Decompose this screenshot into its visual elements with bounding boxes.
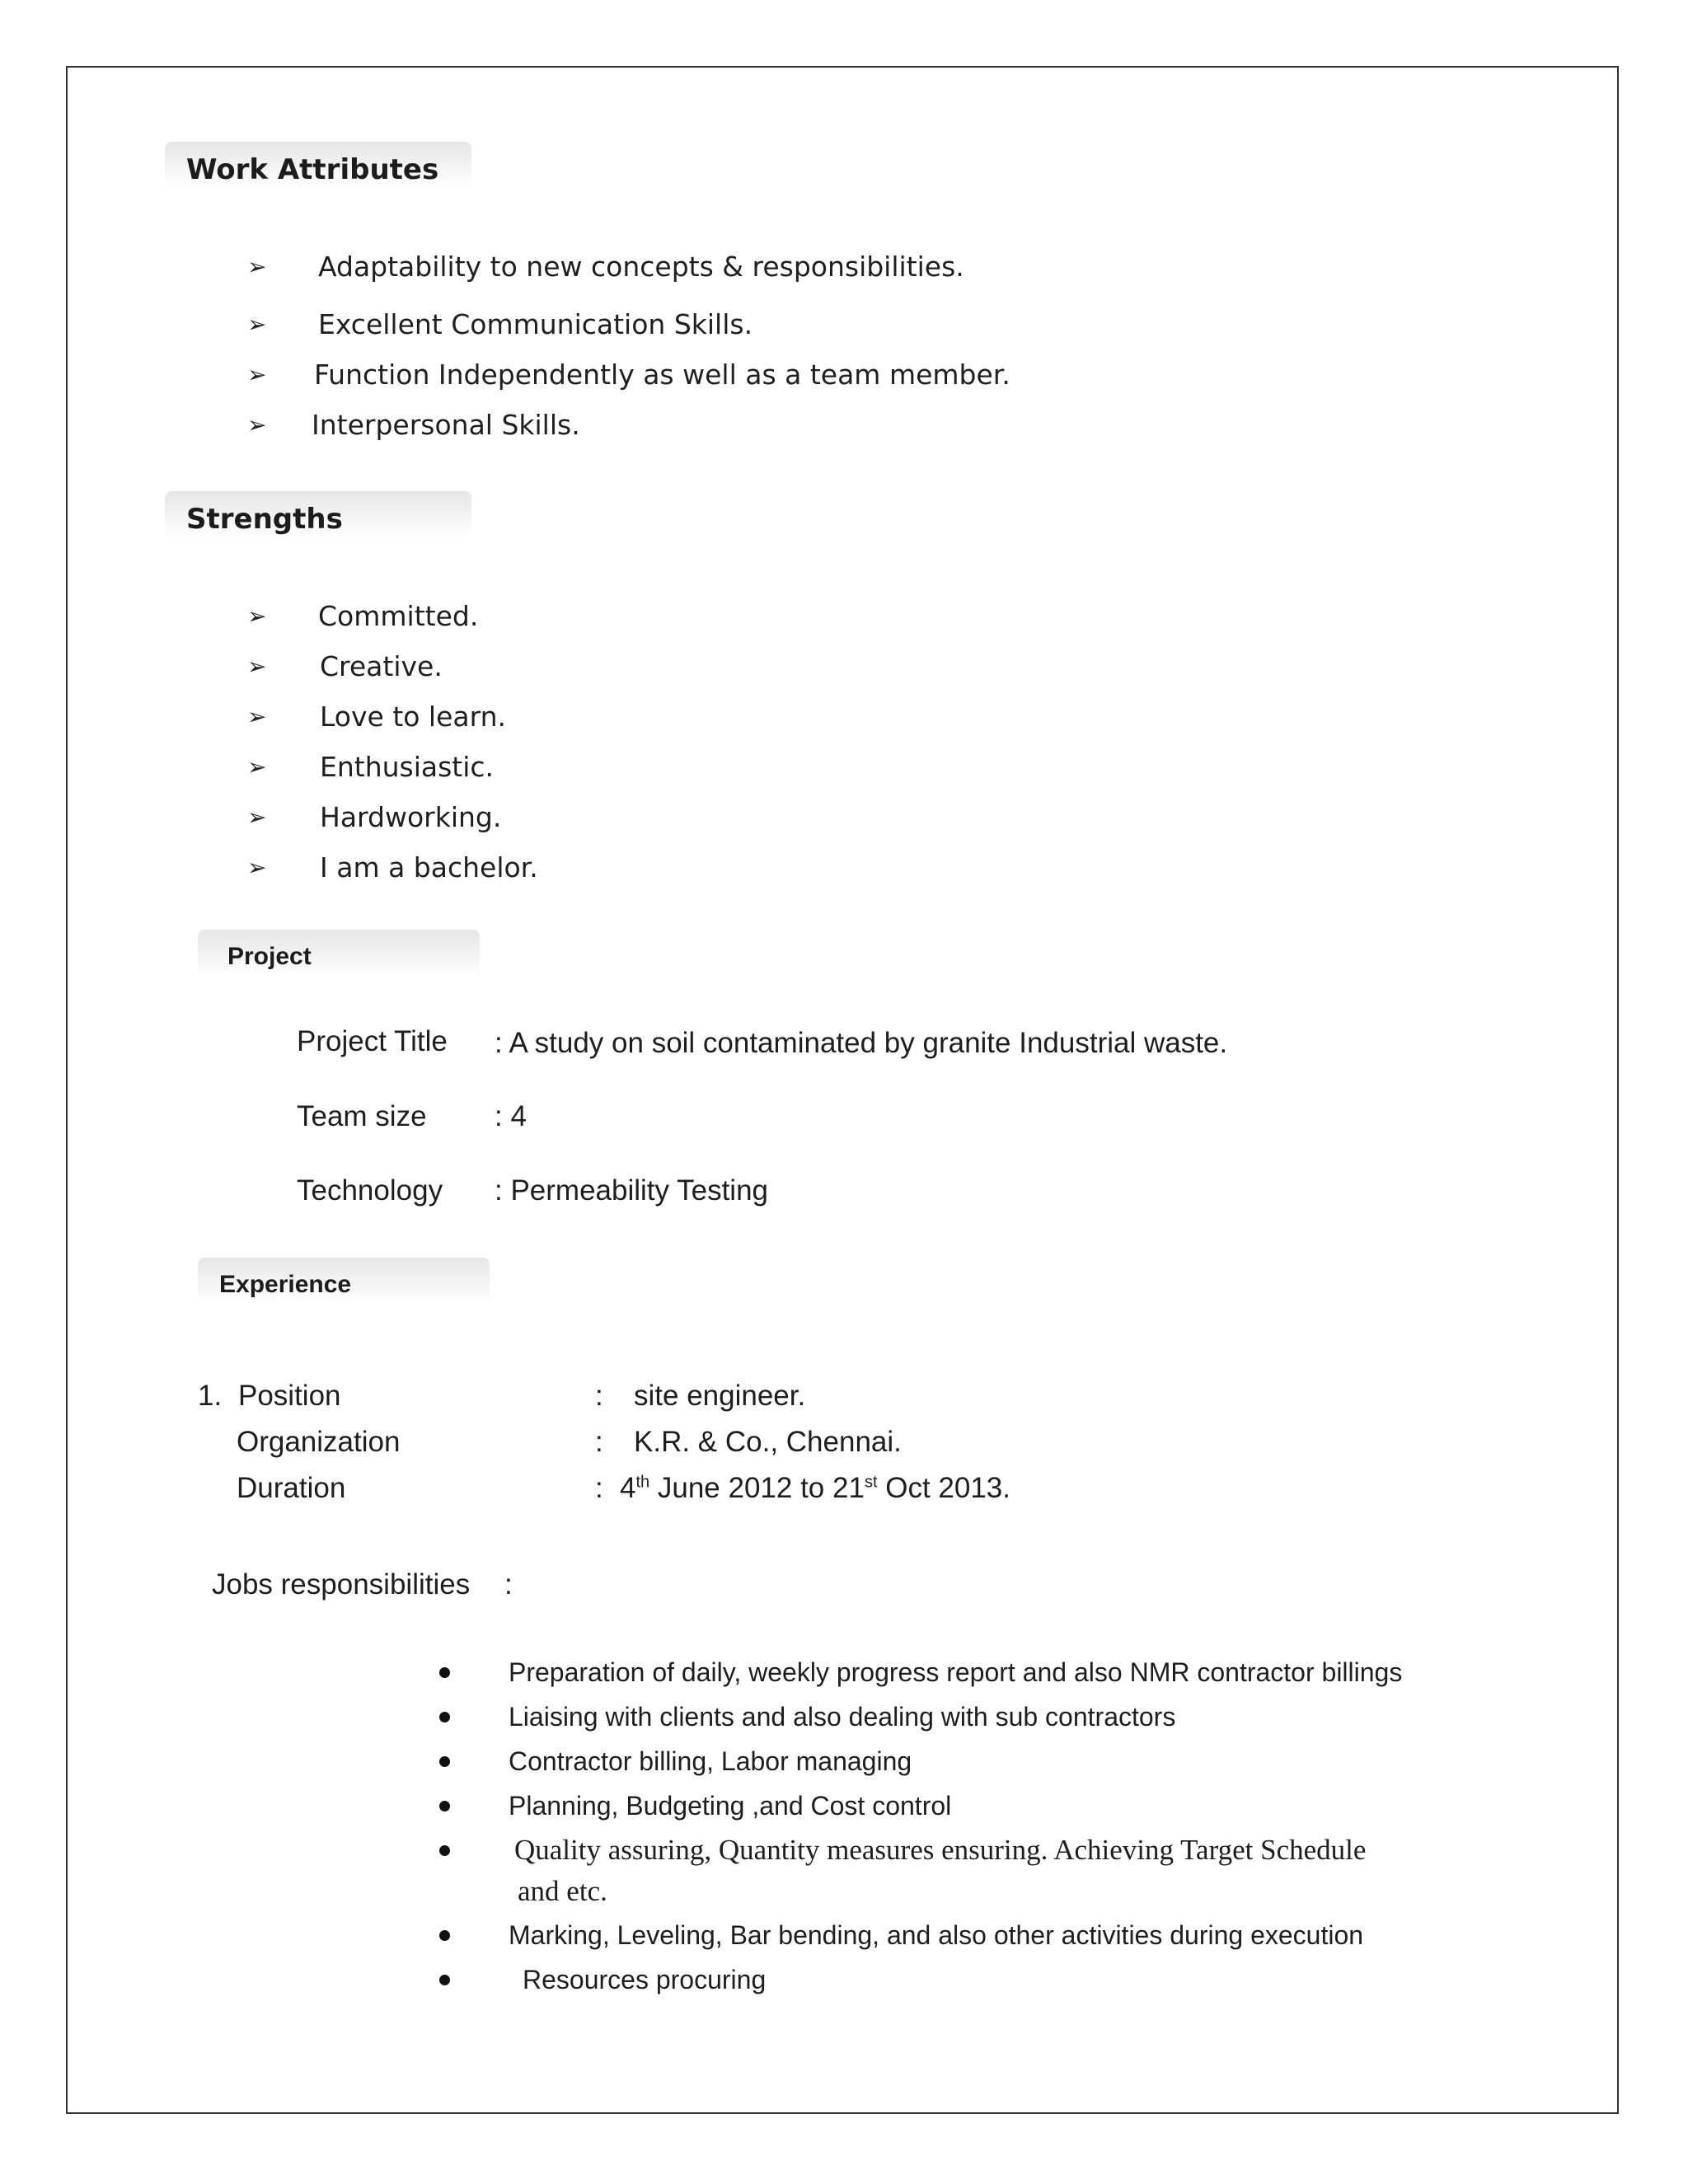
list-item: Hardworking. xyxy=(320,801,502,833)
arrow-bullet-icon: ➢ xyxy=(247,804,267,831)
experience-number: 1. xyxy=(198,1380,223,1412)
arrow-bullet-icon: ➢ xyxy=(247,253,267,280)
round-bullet-icon xyxy=(439,1930,450,1941)
section-title: Strengths xyxy=(186,503,343,536)
list-item: Preparation of daily, weekly progress report and also NMR contractor billings xyxy=(509,1657,1403,1687)
round-bullet-icon xyxy=(439,1801,450,1811)
section-title: Project xyxy=(227,943,312,970)
duration-start-sup: th xyxy=(635,1473,650,1492)
round-bullet-icon xyxy=(439,1845,450,1856)
responsibilities-colon: : xyxy=(504,1568,513,1601)
arrow-bullet-icon: ➢ xyxy=(247,854,267,881)
arrow-bullet-icon: ➢ xyxy=(247,361,267,388)
list-item: Love to learn. xyxy=(320,701,507,733)
section-header-project xyxy=(198,930,480,977)
duration-end: Oct 2013. xyxy=(877,1472,1010,1504)
organization-value: K.R. & Co., Chennai. xyxy=(634,1426,902,1458)
list-item: Quality assuring, Quantity measures ensuring. Achieving Target Schedule xyxy=(514,1834,1367,1866)
duration-mid: June 2012 to 21 xyxy=(649,1472,865,1504)
list-item: Marking, Leveling, Bar bending, and also other activities during execution xyxy=(509,1920,1364,1950)
list-item: Planning, Budgeting ,and Cost control xyxy=(509,1791,952,1821)
section-header-strengths xyxy=(165,491,471,539)
position-label: Position xyxy=(238,1380,341,1412)
list-item-continuation: and etc. xyxy=(518,1875,607,1907)
list-item: Enthusiastic. xyxy=(320,751,495,783)
duration-value xyxy=(620,1472,1010,1505)
list-item: Liaising with clients and also dealing with sub contractors xyxy=(509,1702,1176,1732)
arrow-bullet-icon: ➢ xyxy=(247,411,267,438)
list-item: Excellent Communication Skills. xyxy=(318,308,753,340)
duration-label: Duration xyxy=(237,1472,346,1504)
position-value: site engineer. xyxy=(634,1380,806,1412)
technology-value: : Permeability Testing xyxy=(495,1174,769,1207)
round-bullet-icon xyxy=(439,1975,450,1985)
organization-separator: : xyxy=(595,1426,603,1458)
list-item: Adaptability to new concepts & responsibilities. xyxy=(318,251,964,283)
technology-label: Technology xyxy=(297,1174,443,1207)
round-bullet-icon xyxy=(439,1712,450,1722)
duration-start-day: 4 xyxy=(620,1472,636,1504)
list-item: Committed. xyxy=(318,600,479,632)
round-bullet-icon xyxy=(439,1756,450,1767)
arrow-bullet-icon: ➢ xyxy=(247,703,267,730)
list-item: Interpersonal Skills. xyxy=(312,409,580,441)
section-header-experience xyxy=(198,1258,490,1305)
team-size-value: : 4 xyxy=(495,1100,527,1132)
round-bullet-icon xyxy=(439,1667,450,1678)
project-title-value: : A study on soil contaminated by granite Industrial waste. xyxy=(495,1027,1228,1059)
duration-separator: : xyxy=(595,1472,603,1504)
list-item: Creative. xyxy=(320,650,443,682)
list-item: Function Independently as well as a team member. xyxy=(314,359,1010,391)
section-header-work-attributes xyxy=(165,142,471,190)
arrow-bullet-icon: ➢ xyxy=(247,602,267,630)
list-item: Resources procuring xyxy=(523,1965,767,1994)
duration-end-sup: st xyxy=(864,1473,878,1492)
responsibilities-label: Jobs responsibilities xyxy=(212,1568,471,1601)
organization-label: Organization xyxy=(237,1426,401,1458)
section-title: Work Attributes xyxy=(186,153,439,186)
arrow-bullet-icon: ➢ xyxy=(247,653,267,680)
position-separator: : xyxy=(595,1380,603,1412)
project-title-label: Project Title xyxy=(297,1025,448,1057)
list-item: Contractor billing, Labor managing xyxy=(509,1746,912,1776)
team-size-label: Team size xyxy=(297,1100,427,1132)
arrow-bullet-icon: ➢ xyxy=(247,311,267,338)
arrow-bullet-icon: ➢ xyxy=(247,753,267,780)
section-title: Experience xyxy=(219,1271,352,1298)
list-item: I am a bachelor. xyxy=(320,851,538,883)
